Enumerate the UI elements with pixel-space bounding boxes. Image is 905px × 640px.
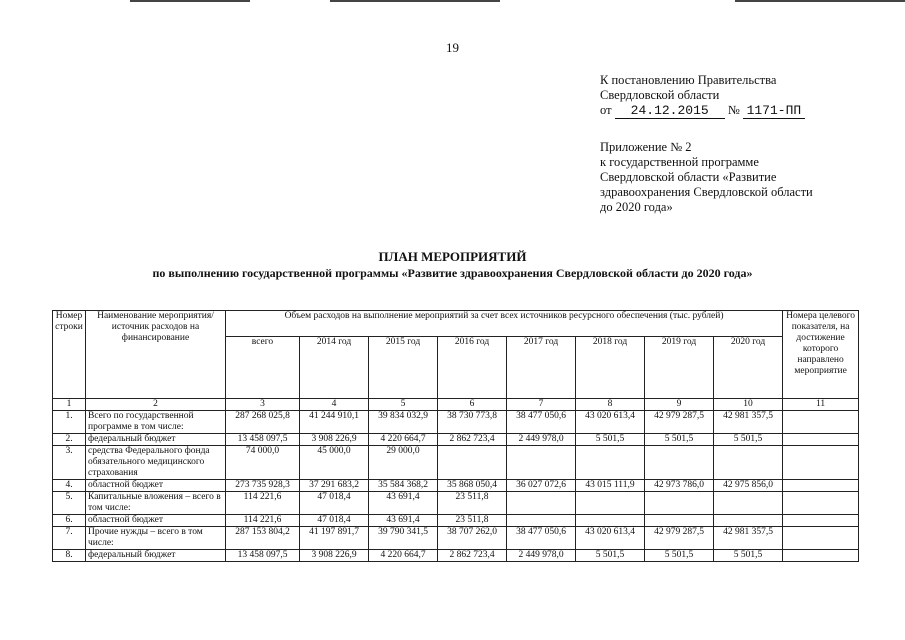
table-row (53, 480, 859, 492)
row-value: 42 973 786,0 (645, 480, 714, 492)
decree-number-label: № (727, 103, 740, 117)
row-value: 42 979 287,5 (645, 527, 714, 550)
plan-table (52, 310, 859, 562)
row-name: Капитальные вложения – всего в том числе: (86, 492, 226, 515)
row-target (783, 434, 859, 446)
row-value (576, 515, 645, 527)
column-number: 10 (714, 399, 783, 411)
row-value: 38 730 773,8 (438, 411, 507, 434)
appendix-line-5: до 2020 года» (600, 200, 673, 214)
column-number: 4 (300, 399, 369, 411)
table-row (53, 515, 859, 527)
row-name: федеральный бюджет (86, 550, 226, 562)
row-value: 38 477 050,6 (507, 411, 576, 434)
top-rule-center (330, 0, 500, 2)
decree-from-label: от (600, 103, 612, 117)
row-value: 45 000,0 (300, 446, 369, 480)
column-number: 1 (53, 399, 86, 411)
row-value: 114 221,6 (226, 492, 300, 515)
row-value: 43 691,4 (369, 515, 438, 527)
column-number-row (53, 399, 859, 411)
row-value: 4 220 664,7 (369, 434, 438, 446)
row-value: 5 501,5 (714, 550, 783, 562)
row-number: 5. (53, 492, 86, 515)
row-number: 4. (53, 480, 86, 492)
row-value: 38 477 050,6 (507, 527, 576, 550)
row-value: 5 501,5 (576, 434, 645, 446)
appendix-line-3: Свердловской области «Развитие (600, 170, 777, 184)
row-target (783, 527, 859, 550)
row-target (783, 480, 859, 492)
top-rule-left (130, 0, 250, 2)
column-number: 5 (369, 399, 438, 411)
row-name: Прочие нужды – всего в том числе: (86, 527, 226, 550)
header-2017: 2017 год (507, 337, 576, 399)
row-name: Всего по государственной программе в том числе: (86, 411, 226, 434)
header-volume: Объем расходов на выполнение мероприятий за счет всех источников ресурсного обеспечения (тыс. рублей) (226, 311, 783, 337)
row-value: 39 790 341,5 (369, 527, 438, 550)
row-value: 38 707 262,0 (438, 527, 507, 550)
header-name: Наименование мероприятия/источник расходов на финансирование (86, 311, 226, 399)
header-2016: 2016 год (438, 337, 507, 399)
row-value (438, 446, 507, 480)
row-name: федеральный бюджет (86, 434, 226, 446)
row-value: 42 979 287,5 (645, 411, 714, 434)
row-target (783, 515, 859, 527)
row-value: 43 015 111,9 (576, 480, 645, 492)
row-value: 2 449 978,0 (507, 550, 576, 562)
table-row (53, 550, 859, 562)
row-value (576, 492, 645, 515)
row-value: 5 501,5 (645, 550, 714, 562)
header-2015: 2015 год (369, 337, 438, 399)
header-2019: 2019 год (645, 337, 714, 399)
header-2018: 2018 год (576, 337, 645, 399)
row-value (576, 446, 645, 480)
row-number: 6. (53, 515, 86, 527)
row-value: 2 862 723,4 (438, 434, 507, 446)
plan-title: ПЛАН МЕРОПРИЯТИЙ (378, 249, 527, 264)
row-target (783, 492, 859, 515)
column-number: 7 (507, 399, 576, 411)
top-rule-right (735, 0, 905, 2)
header-2020: 2020 год (714, 337, 783, 399)
row-value: 47 018,4 (300, 492, 369, 515)
row-value (507, 492, 576, 515)
row-value: 273 735 928,3 (226, 480, 300, 492)
row-value: 287 153 804,2 (226, 527, 300, 550)
decree-line-3 (600, 103, 805, 119)
appendix-line-2: к государственной программе (600, 155, 759, 169)
row-target (783, 550, 859, 562)
row-value (645, 492, 714, 515)
plan-table-body (53, 411, 859, 562)
row-value: 3 908 226,9 (300, 434, 369, 446)
row-value: 42 975 856,0 (714, 480, 783, 492)
row-value (645, 446, 714, 480)
decree-line-1: К постановлению Правительства (600, 73, 777, 87)
table-row (53, 446, 859, 480)
column-number: 11 (783, 399, 859, 411)
row-value: 35 584 368,2 (369, 480, 438, 492)
row-value: 23 511,8 (438, 515, 507, 527)
column-number: 6 (438, 399, 507, 411)
row-value: 29 000,0 (369, 446, 438, 480)
row-value (714, 492, 783, 515)
row-name: областной бюджет (86, 515, 226, 527)
table-row (53, 527, 859, 550)
row-number: 1. (53, 411, 86, 434)
row-value: 42 981 357,5 (714, 411, 783, 434)
appendix-block (600, 140, 870, 215)
header-total: всего (226, 337, 300, 399)
row-value: 5 501,5 (714, 434, 783, 446)
row-value: 74 000,0 (226, 446, 300, 480)
header-2014: 2014 год (300, 337, 369, 399)
row-value (714, 446, 783, 480)
row-name: средства Федерального фонда обязательного медицинского страхования (86, 446, 226, 480)
row-value: 4 220 664,7 (369, 550, 438, 562)
row-value: 35 868 050,4 (438, 480, 507, 492)
page-number: 19 (446, 40, 459, 55)
row-value: 43 020 613,4 (576, 527, 645, 550)
row-target (783, 446, 859, 480)
row-value (714, 515, 783, 527)
row-value: 5 501,5 (576, 550, 645, 562)
column-number: 3 (226, 399, 300, 411)
row-name: областной бюджет (86, 480, 226, 492)
decree-number: 1171-ПП (743, 103, 805, 119)
row-value (507, 515, 576, 527)
row-value: 13 458 097,5 (226, 434, 300, 446)
row-value: 23 511,8 (438, 492, 507, 515)
decree-date: 24.12.2015 (615, 103, 725, 119)
column-number: 2 (86, 399, 226, 411)
row-value: 3 908 226,9 (300, 550, 369, 562)
appendix-line-4: здравоохранения Свердловской области (600, 185, 813, 199)
row-value: 43 691,4 (369, 492, 438, 515)
header-row-number: Номер строки (53, 311, 86, 399)
table-row (53, 492, 859, 515)
row-value: 43 020 613,4 (576, 411, 645, 434)
row-value: 5 501,5 (645, 434, 714, 446)
decree-reference (600, 73, 805, 119)
row-value: 2 862 723,4 (438, 550, 507, 562)
decree-line-2: Свердловской области (600, 88, 720, 102)
row-value: 41 244 910,1 (300, 411, 369, 434)
row-value: 41 197 891,7 (300, 527, 369, 550)
row-value: 42 981 357,5 (714, 527, 783, 550)
row-value: 47 018,4 (300, 515, 369, 527)
row-number: 2. (53, 434, 86, 446)
plan-subtitle: по выполнению государственной программы «Развитие здравоохранения Свердловской области до 2020 года» (152, 266, 753, 280)
row-target (783, 411, 859, 434)
row-value: 37 291 683,2 (300, 480, 369, 492)
row-number: 8. (53, 550, 86, 562)
appendix-line-1: Приложение № 2 (600, 140, 692, 154)
row-value (645, 515, 714, 527)
row-value (507, 446, 576, 480)
row-value: 36 027 072,6 (507, 480, 576, 492)
row-number: 3. (53, 446, 86, 480)
row-value: 13 458 097,5 (226, 550, 300, 562)
row-value: 39 834 032,9 (369, 411, 438, 434)
column-number: 9 (645, 399, 714, 411)
column-number: 8 (576, 399, 645, 411)
table-row (53, 411, 859, 434)
table-row (53, 434, 859, 446)
row-value: 287 268 025,8 (226, 411, 300, 434)
row-value: 114 221,6 (226, 515, 300, 527)
header-target: Номера целевого показателя, на достижение которого направлено мероприятие (783, 311, 859, 399)
row-value: 2 449 978,0 (507, 434, 576, 446)
row-number: 7. (53, 527, 86, 550)
